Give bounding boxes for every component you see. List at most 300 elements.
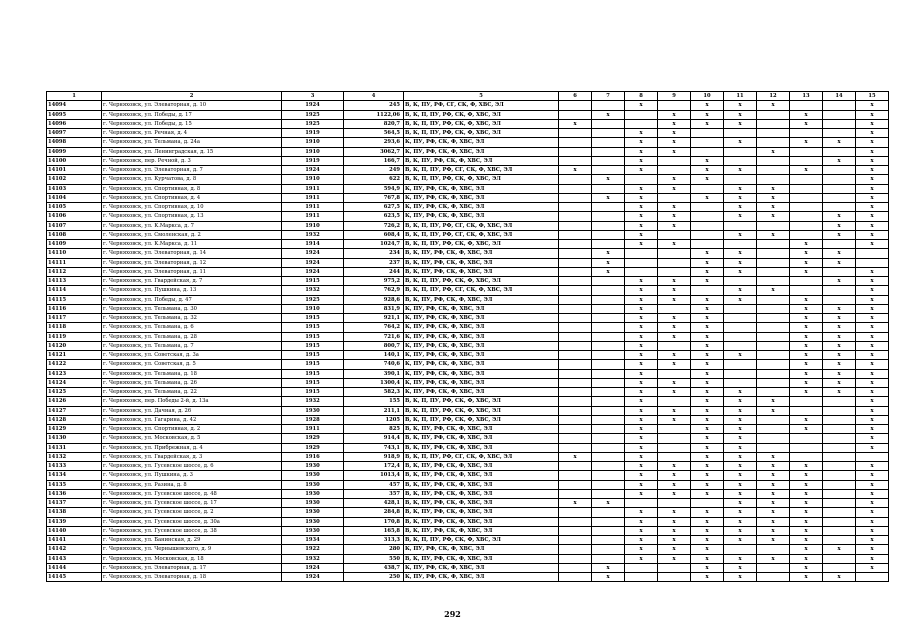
- area-cell: 165,8: [344, 526, 404, 535]
- mark-cell: x: [856, 240, 889, 249]
- mark-cell: [559, 147, 592, 156]
- mark-cell: [658, 369, 691, 378]
- mark-cell: x: [724, 110, 757, 119]
- mark-cell: [625, 267, 658, 276]
- area-cell: 390,1: [344, 369, 404, 378]
- mark-cell: x: [559, 166, 592, 175]
- table-row: [47, 378, 889, 387]
- mark-cell: x: [724, 258, 757, 267]
- mark-cell: x: [823, 369, 856, 378]
- utilities-cell: В, К, П, ПУ, РФ, СК, Ф, ХВС, ЭЛ: [404, 536, 559, 545]
- mark-cell: [823, 443, 856, 452]
- mark-cell: x: [625, 434, 658, 443]
- mark-cell: x: [658, 462, 691, 471]
- mark-cell: [559, 129, 592, 138]
- mark-cell: x: [658, 536, 691, 545]
- registry-number-cell: 14096: [47, 119, 102, 128]
- mark-cell: x: [790, 545, 823, 554]
- mark-cell: x: [856, 277, 889, 286]
- registry-number-cell: 14111: [47, 258, 102, 267]
- mark-cell: x: [724, 508, 757, 517]
- mark-cell: x: [625, 240, 658, 249]
- mark-cell: [658, 499, 691, 508]
- mark-cell: x: [559, 499, 592, 508]
- mark-cell: x: [592, 499, 625, 508]
- registry-number-cell: 14137: [47, 499, 102, 508]
- table-row: [47, 443, 889, 452]
- column-header: 7: [592, 92, 625, 101]
- utilities-cell: К, ПУ, РФ, СК, Ф, ХВС, ЭЛ: [404, 184, 559, 193]
- mark-cell: x: [625, 536, 658, 545]
- table-row: [47, 388, 889, 397]
- mark-cell: [559, 443, 592, 452]
- year-cell: 1915: [282, 360, 344, 369]
- mark-cell: x: [625, 166, 658, 175]
- mark-cell: [724, 129, 757, 138]
- mark-cell: [592, 240, 625, 249]
- utilities-cell: В, К, ПУ, РФ, СК, Ф, ХВС, ЭЛ: [404, 471, 559, 480]
- mark-cell: x: [658, 240, 691, 249]
- mark-cell: [658, 443, 691, 452]
- mark-cell: x: [757, 471, 790, 480]
- mark-cell: [658, 156, 691, 165]
- mark-cell: [790, 434, 823, 443]
- table-row: [47, 526, 889, 535]
- mark-cell: x: [856, 156, 889, 165]
- mark-cell: [691, 147, 724, 156]
- mark-cell: x: [823, 378, 856, 387]
- mark-cell: x: [856, 286, 889, 295]
- mark-cell: [592, 508, 625, 517]
- mark-cell: [592, 517, 625, 526]
- mark-cell: x: [691, 434, 724, 443]
- mark-cell: x: [691, 480, 724, 489]
- mark-cell: x: [691, 563, 724, 572]
- table-row: [47, 351, 889, 360]
- column-header: 3: [282, 92, 344, 101]
- mark-cell: x: [658, 332, 691, 341]
- mark-cell: x: [658, 138, 691, 147]
- registry-number-cell: 14104: [47, 193, 102, 202]
- mark-cell: [823, 166, 856, 175]
- mark-cell: [559, 138, 592, 147]
- table-row: [47, 286, 889, 295]
- area-cell: 767,8: [344, 193, 404, 202]
- area-cell: 237: [344, 258, 404, 267]
- mark-cell: x: [790, 119, 823, 128]
- address-cell: г. Черняховск, ул. Тельмана, д. 22: [102, 388, 282, 397]
- mark-cell: x: [625, 462, 658, 471]
- area-cell: 800,7: [344, 341, 404, 350]
- mark-cell: [592, 397, 625, 406]
- address-cell: г. Черняховск, ул. Гусевское шоссе, д. 48: [102, 489, 282, 498]
- mark-cell: [559, 221, 592, 230]
- utilities-cell: В, К, ПУ, РФ, СГ, СК, Ф, ХВС, ЭЛ: [404, 101, 559, 110]
- mark-cell: [559, 471, 592, 480]
- mark-cell: [757, 378, 790, 387]
- address-cell: г. Черняховск, ул. Пушкина, д. 3: [102, 471, 282, 480]
- mark-cell: x: [790, 295, 823, 304]
- column-header: 13: [790, 92, 823, 101]
- area-cell: 155: [344, 397, 404, 406]
- registry-number-cell: 14133: [47, 462, 102, 471]
- year-cell: 1924: [282, 166, 344, 175]
- utilities-cell: В, К, ПУ, РФ, СК, Ф, ХВС, ЭЛ: [404, 462, 559, 471]
- area-cell: 245: [344, 101, 404, 110]
- mark-cell: [658, 166, 691, 175]
- table-row: [47, 221, 889, 230]
- mark-cell: [592, 480, 625, 489]
- mark-cell: x: [724, 286, 757, 295]
- mark-cell: x: [856, 221, 889, 230]
- mark-cell: x: [691, 175, 724, 184]
- mark-cell: x: [856, 425, 889, 434]
- address-cell: г. Черняховск, ул. Элеваторная, д. 17: [102, 563, 282, 572]
- mark-cell: [757, 351, 790, 360]
- mark-cell: x: [625, 184, 658, 193]
- area-cell: 313,3: [344, 536, 404, 545]
- area-cell: 211,1: [344, 406, 404, 415]
- mark-cell: x: [724, 101, 757, 110]
- table-row: [47, 156, 889, 165]
- mark-cell: x: [625, 147, 658, 156]
- mark-cell: x: [658, 360, 691, 369]
- registry-number-cell: 14132: [47, 452, 102, 461]
- mark-cell: [790, 156, 823, 165]
- mark-cell: [823, 193, 856, 202]
- mark-cell: x: [724, 119, 757, 128]
- mark-cell: [559, 249, 592, 258]
- mark-cell: [724, 156, 757, 165]
- address-cell: г. Черняховск, ул. Ленинградская, д. 15: [102, 147, 282, 156]
- mark-cell: [592, 341, 625, 350]
- year-cell: 1924: [282, 249, 344, 258]
- utilities-cell: В, К, П, ПУ, РФ, СК, Ф, ХВС, ЭЛ: [404, 129, 559, 138]
- year-cell: 1929: [282, 434, 344, 443]
- mark-cell: [823, 499, 856, 508]
- year-cell: 1915: [282, 277, 344, 286]
- mark-cell: [856, 258, 889, 267]
- mark-cell: [823, 508, 856, 517]
- utilities-cell: В, К, ПУ, РФ, СК, Ф, ХВС, ЭЛ: [404, 508, 559, 517]
- mark-cell: [559, 267, 592, 276]
- table-row: [47, 175, 889, 184]
- mark-cell: [592, 230, 625, 239]
- mark-cell: [823, 101, 856, 110]
- mark-cell: x: [856, 341, 889, 350]
- area-cell: 357: [344, 489, 404, 498]
- mark-cell: x: [724, 434, 757, 443]
- mark-cell: [592, 434, 625, 443]
- mark-cell: x: [757, 499, 790, 508]
- mark-cell: x: [625, 138, 658, 147]
- area-cell: 1205: [344, 415, 404, 424]
- address-cell: г. Черняховск, ул. Тельмана, д. 6: [102, 323, 282, 332]
- registry-number-cell: 14141: [47, 536, 102, 545]
- mark-cell: x: [757, 184, 790, 193]
- mark-cell: x: [625, 314, 658, 323]
- mark-cell: x: [856, 295, 889, 304]
- year-cell: 1915: [282, 314, 344, 323]
- utilities-cell: К, ПУ, РФ, СК, Ф, ХВС, ЭЛ: [404, 323, 559, 332]
- address-cell: г. Черняховск, ул. Элеваторная, д. 12: [102, 258, 282, 267]
- mark-cell: [592, 166, 625, 175]
- mark-cell: [757, 138, 790, 147]
- registry-number-cell: 14114: [47, 286, 102, 295]
- year-cell: 1911: [282, 184, 344, 193]
- mark-cell: [559, 508, 592, 517]
- registry-number-cell: 14122: [47, 360, 102, 369]
- mark-cell: x: [790, 138, 823, 147]
- mark-cell: x: [625, 323, 658, 332]
- table-row: [47, 184, 889, 193]
- area-cell: 721,6: [344, 332, 404, 341]
- year-cell: 1932: [282, 286, 344, 295]
- registry-number-cell: 14105: [47, 203, 102, 212]
- address-cell: г. Черняховск, ул. Спортивная, д. 4: [102, 193, 282, 202]
- mark-cell: x: [691, 489, 724, 498]
- mark-cell: x: [691, 397, 724, 406]
- mark-cell: [757, 258, 790, 267]
- mark-cell: x: [625, 101, 658, 110]
- mark-cell: [823, 452, 856, 461]
- mark-cell: [724, 545, 757, 554]
- mark-cell: x: [757, 147, 790, 156]
- mark-cell: x: [856, 101, 889, 110]
- mark-cell: [559, 277, 592, 286]
- mark-cell: [823, 415, 856, 424]
- mark-cell: x: [757, 554, 790, 563]
- mark-cell: x: [658, 489, 691, 498]
- mark-cell: [856, 452, 889, 461]
- address-cell: г. Черняховск, ул. Разина, д. 8: [102, 480, 282, 489]
- year-cell: 1915: [282, 378, 344, 387]
- address-cell: г. Черняховск, ул. Гвардейская, д. 3: [102, 452, 282, 461]
- year-cell: 1925: [282, 110, 344, 119]
- mark-cell: x: [757, 286, 790, 295]
- mark-cell: [559, 462, 592, 471]
- mark-cell: [592, 526, 625, 535]
- mark-cell: x: [757, 397, 790, 406]
- mark-cell: x: [658, 406, 691, 415]
- mark-cell: [757, 119, 790, 128]
- utilities-cell: В, К, ПУ, РФ, СК, Ф, ХВС, ЭЛ: [404, 156, 559, 165]
- table-row: [47, 341, 889, 350]
- utilities-cell: К, ПУ, РФ, СК, Ф, ХВС, ЭЛ: [404, 203, 559, 212]
- mark-cell: x: [658, 545, 691, 554]
- mark-cell: [790, 230, 823, 239]
- area-cell: 438,7: [344, 563, 404, 572]
- mark-cell: [559, 240, 592, 249]
- mark-cell: x: [856, 119, 889, 128]
- utilities-cell: В, К, П, ПУ, РФ, СК, Ф, ХВС, ЭЛ: [404, 406, 559, 415]
- mark-cell: x: [691, 526, 724, 535]
- mark-cell: [625, 573, 658, 582]
- registry-number-cell: 14127: [47, 406, 102, 415]
- registry-number-cell: 14126: [47, 397, 102, 406]
- mark-cell: [592, 443, 625, 452]
- mark-cell: x: [724, 489, 757, 498]
- mark-cell: [592, 406, 625, 415]
- utilities-cell: К, ПУ, РФ, СК, Ф, ХВС, ЭЛ: [404, 138, 559, 147]
- address-cell: г. Черняховск, ул. Речная, д. 4: [102, 129, 282, 138]
- mark-cell: x: [559, 119, 592, 128]
- mark-cell: x: [856, 526, 889, 535]
- mark-cell: x: [790, 517, 823, 526]
- table-row: [47, 517, 889, 526]
- year-cell: 1919: [282, 156, 344, 165]
- mark-cell: [592, 489, 625, 498]
- mark-cell: x: [724, 573, 757, 582]
- address-cell: г. Черняховск, ул. Чернышевского, д. 9: [102, 545, 282, 554]
- mark-cell: x: [724, 480, 757, 489]
- mark-cell: x: [625, 332, 658, 341]
- mark-cell: [823, 462, 856, 471]
- mark-cell: x: [625, 203, 658, 212]
- mark-cell: [559, 203, 592, 212]
- table-row: [47, 230, 889, 239]
- mark-cell: [658, 249, 691, 258]
- mark-cell: x: [691, 193, 724, 202]
- mark-cell: x: [856, 184, 889, 193]
- utilities-cell: В, К, ПУ, РФ, СК, Ф, ХВС, ЭЛ: [404, 499, 559, 508]
- utilities-cell: В, К, ПУ, РФ, СК, Ф, ХВС, ЭЛ: [404, 295, 559, 304]
- mark-cell: x: [592, 573, 625, 582]
- area-cell: 831,9: [344, 304, 404, 313]
- mark-cell: [757, 175, 790, 184]
- mark-cell: [559, 332, 592, 341]
- area-cell: 594,9: [344, 184, 404, 193]
- registry-number-cell: 14138: [47, 508, 102, 517]
- mark-cell: [724, 314, 757, 323]
- mark-cell: x: [691, 573, 724, 582]
- mark-cell: x: [757, 526, 790, 535]
- mark-cell: x: [856, 323, 889, 332]
- registry-number-cell: 14095: [47, 110, 102, 119]
- year-cell: 1924: [282, 258, 344, 267]
- mark-cell: x: [691, 545, 724, 554]
- registry-number-cell: 14131: [47, 443, 102, 452]
- registry-number-cell: 14128: [47, 415, 102, 424]
- utilities-cell: В, К, ПУ, РФ, СК, Ф, ХВС, ЭЛ: [404, 434, 559, 443]
- table-row: [47, 554, 889, 563]
- mark-cell: x: [856, 110, 889, 119]
- mark-cell: x: [691, 119, 724, 128]
- mark-cell: [592, 323, 625, 332]
- address-cell: г. Черняховск, ул. Тельмана, д. 30: [102, 304, 282, 313]
- table-row: [47, 147, 889, 156]
- mark-cell: x: [625, 526, 658, 535]
- mark-cell: [559, 480, 592, 489]
- mark-cell: [724, 360, 757, 369]
- mark-cell: x: [724, 425, 757, 434]
- table-row: [47, 203, 889, 212]
- mark-cell: x: [856, 536, 889, 545]
- utilities-cell: К, ПУ, РФ, СК, Ф, ХВС, ЭЛ: [404, 147, 559, 156]
- mark-cell: x: [691, 508, 724, 517]
- registry-number-cell: 14142: [47, 545, 102, 554]
- mark-cell: x: [691, 443, 724, 452]
- mark-cell: x: [757, 230, 790, 239]
- mark-cell: x: [592, 267, 625, 276]
- year-cell: 1911: [282, 425, 344, 434]
- mark-cell: x: [625, 517, 658, 526]
- utilities-cell: В, К, П, ПУ, РФ, СК, Ф, ХВС, ЭЛ: [404, 119, 559, 128]
- utilities-cell: В, К, ПУ, РФ, СК, Ф, ХВС, ЭЛ: [404, 425, 559, 434]
- registry-number-cell: 14101: [47, 166, 102, 175]
- year-cell: 1930: [282, 526, 344, 535]
- mark-cell: x: [691, 360, 724, 369]
- registry-number-cell: 14123: [47, 369, 102, 378]
- mark-cell: x: [658, 175, 691, 184]
- mark-cell: [823, 240, 856, 249]
- address-cell: г. Черняховск, ул. Прибрежная, д. 4: [102, 443, 282, 452]
- mark-cell: x: [856, 360, 889, 369]
- mark-cell: [559, 489, 592, 498]
- mark-cell: [691, 129, 724, 138]
- mark-cell: x: [856, 489, 889, 498]
- mark-cell: [823, 286, 856, 295]
- mark-cell: [592, 388, 625, 397]
- mark-cell: [790, 175, 823, 184]
- area-cell: 170,8: [344, 517, 404, 526]
- mark-cell: x: [724, 554, 757, 563]
- area-cell: 284,8: [344, 508, 404, 517]
- registry-number-cell: 14102: [47, 175, 102, 184]
- registry-number-cell: 14109: [47, 240, 102, 249]
- mark-cell: [592, 545, 625, 554]
- mark-cell: [691, 499, 724, 508]
- mark-cell: x: [790, 526, 823, 535]
- mark-cell: [757, 304, 790, 313]
- mark-cell: x: [790, 258, 823, 267]
- mark-cell: x: [658, 286, 691, 295]
- registry-number-cell: 14134: [47, 471, 102, 480]
- mark-cell: x: [691, 323, 724, 332]
- area-cell: 457: [344, 480, 404, 489]
- table-body: [47, 101, 889, 582]
- table-row: [47, 295, 889, 304]
- year-cell: 1915: [282, 323, 344, 332]
- area-cell: 293,6: [344, 138, 404, 147]
- year-cell: 1930: [282, 508, 344, 517]
- area-cell: 975,2: [344, 277, 404, 286]
- column-header: 14: [823, 92, 856, 101]
- mark-cell: x: [856, 415, 889, 424]
- utilities-cell: К, ПУ, РФ, СК, Ф, ХВС, ЭЛ: [404, 563, 559, 572]
- year-cell: 1930: [282, 517, 344, 526]
- mark-cell: x: [856, 369, 889, 378]
- registry-number-cell: 14125: [47, 388, 102, 397]
- column-header: 6: [559, 92, 592, 101]
- table-row: [47, 471, 889, 480]
- registry-number-cell: 14130: [47, 434, 102, 443]
- mark-cell: x: [625, 415, 658, 424]
- mark-cell: [823, 119, 856, 128]
- area-cell: 622: [344, 175, 404, 184]
- mark-cell: [790, 397, 823, 406]
- mark-cell: x: [658, 471, 691, 480]
- registry-number-cell: 14108: [47, 230, 102, 239]
- mark-cell: x: [757, 517, 790, 526]
- mark-cell: x: [790, 471, 823, 480]
- mark-cell: [823, 554, 856, 563]
- year-cell: 1932: [282, 554, 344, 563]
- address-cell: г. Черняховск, ул. Гагарина, д. 42: [102, 415, 282, 424]
- registry-number-cell: 14094: [47, 101, 102, 110]
- mark-cell: x: [856, 388, 889, 397]
- mark-cell: x: [823, 156, 856, 165]
